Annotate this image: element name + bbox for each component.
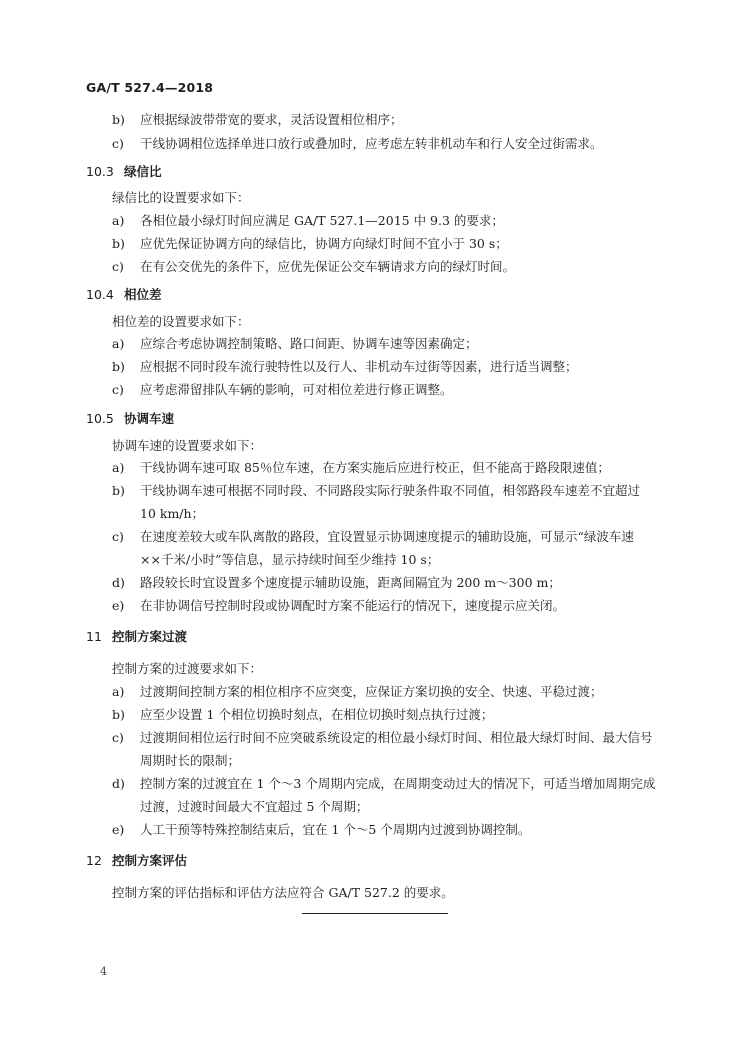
list-item-text-continued: 10 km/h； [140, 506, 205, 521]
paragraph: 控制方案的评估指标和评估方法应符合 GA/T 527.2 的要求。 [112, 885, 454, 900]
list-marker: e) [112, 598, 125, 613]
list-marker: e) [112, 822, 125, 837]
list-marker: c) [112, 529, 124, 544]
paragraph: 控制方案的过渡要求如下： [112, 661, 263, 676]
section-number: 10.5 [86, 411, 114, 426]
list-marker: d) [112, 776, 125, 791]
list-item-text: 应考虑滞留排队车辆的影响，可对相位差进行修正调整。 [140, 382, 453, 397]
list-item-text: 应优先保证协调方向的绿信比，协调方向绿灯时间不宜小于 30 s； [140, 236, 508, 251]
list-item-text-continued: 过渡，过渡时间最大不宜超过 5 个周期； [140, 799, 369, 814]
list-marker: b) [112, 236, 125, 251]
list-marker: a) [112, 213, 125, 228]
list-item-text: 在有公交优先的条件下，应优先保证公交车辆请求方向的绿灯时间。 [140, 259, 516, 274]
section-title: 控制方案评估 [112, 853, 188, 868]
list-item-text: 各相位最小绿灯时间应满足 GA/T 527.1—2015 中 9.3 的要求； [140, 213, 504, 228]
list-item-text: 应综合考虑协调控制策略、路口间距、协调车速等因素确定； [140, 336, 478, 351]
list-marker: a) [112, 336, 125, 351]
list-item-text-continued: ××千米/小时”等信息，显示持续时间至少维持 10 s； [140, 552, 440, 567]
list-item-text: 在速度差较大或车队离散的路段，宜设置显示协调速度提示的辅助设施，可显示“绿波车速 [140, 529, 634, 544]
list-item-text: 路段较长时宜设置多个速度提示辅助设施，距离间隔宜为 200 m～300 m； [140, 575, 561, 590]
end-rule [302, 913, 448, 914]
list-item-text: 干线协调车速可根据不同时段、不同路段实际行驶条件取不同值，相邻路段车速差不宜超过 [140, 483, 641, 498]
list-marker: a) [112, 684, 125, 699]
list-marker: c) [112, 136, 124, 151]
list-marker: a) [112, 460, 125, 475]
section-title: 相位差 [124, 287, 162, 302]
list-item-text: 干线协调相位选择单进口放行或叠加时，应考虑左转非机动车和行人安全过街需求。 [140, 136, 603, 151]
page-number: 4 [100, 965, 107, 978]
paragraph: 绿信比的设置要求如下： [112, 190, 250, 205]
list-marker: b) [112, 112, 125, 127]
list-item-text: 应根据绿波带带宽的要求，灵活设置相位相序； [140, 112, 403, 127]
list-marker: c) [112, 259, 124, 274]
list-item-text: 干线协调车速可取 85％位车速，在方案实施后应进行校正，但不能高于路段限速值； [140, 460, 610, 475]
list-item-text: 过渡期间控制方案的相位相序不应突变，应保证方案切换的安全、快速、平稳过渡； [140, 684, 603, 699]
list-item-text: 过渡期间相位运行时间不应突破系统设定的相位最小绿灯时间、相位最大绿灯时间、最大信号 [140, 730, 653, 745]
list-marker: d) [112, 575, 125, 590]
list-marker: b) [112, 483, 125, 498]
section-number: 12 [86, 853, 102, 868]
list-marker: c) [112, 382, 124, 397]
section-title: 控制方案过渡 [112, 629, 188, 644]
paragraph: 相位差的设置要求如下： [112, 314, 250, 329]
section-number: 10.3 [86, 164, 114, 179]
list-item-text: 在非协调信号控制时段或协调配时方案不能运行的情况下，速度提示应关闭。 [140, 598, 566, 613]
list-item-text: 控制方案的过渡宜在 1 个～3 个周期内完成，在周期变动过大的情况下，可适当增加周期完成 [140, 776, 656, 791]
list-item-text-continued: 周期时长的限制； [140, 753, 241, 768]
section-title: 协调车速 [124, 411, 175, 426]
section-number: 11 [86, 629, 102, 644]
list-marker: c) [112, 730, 124, 745]
section-number: 10.4 [86, 287, 114, 302]
list-item-text: 应根据不同时段车流行驶特性以及行人、非机动车过街等因素，进行适当调整； [140, 359, 578, 374]
section-title: 绿信比 [124, 164, 162, 179]
list-item-text: 应至少设置 1 个相位切换时刻点，在相位切换时刻点执行过渡； [140, 707, 494, 722]
list-marker: b) [112, 707, 125, 722]
list-item-text: 人工干预等特殊控制结束后，宜在 1 个～5 个周期内过渡到协调控制。 [140, 822, 531, 837]
document-header: GA/T 527.4—2018 [86, 80, 214, 95]
list-marker: b) [112, 359, 125, 374]
paragraph: 协调车速的设置要求如下： [112, 438, 263, 453]
